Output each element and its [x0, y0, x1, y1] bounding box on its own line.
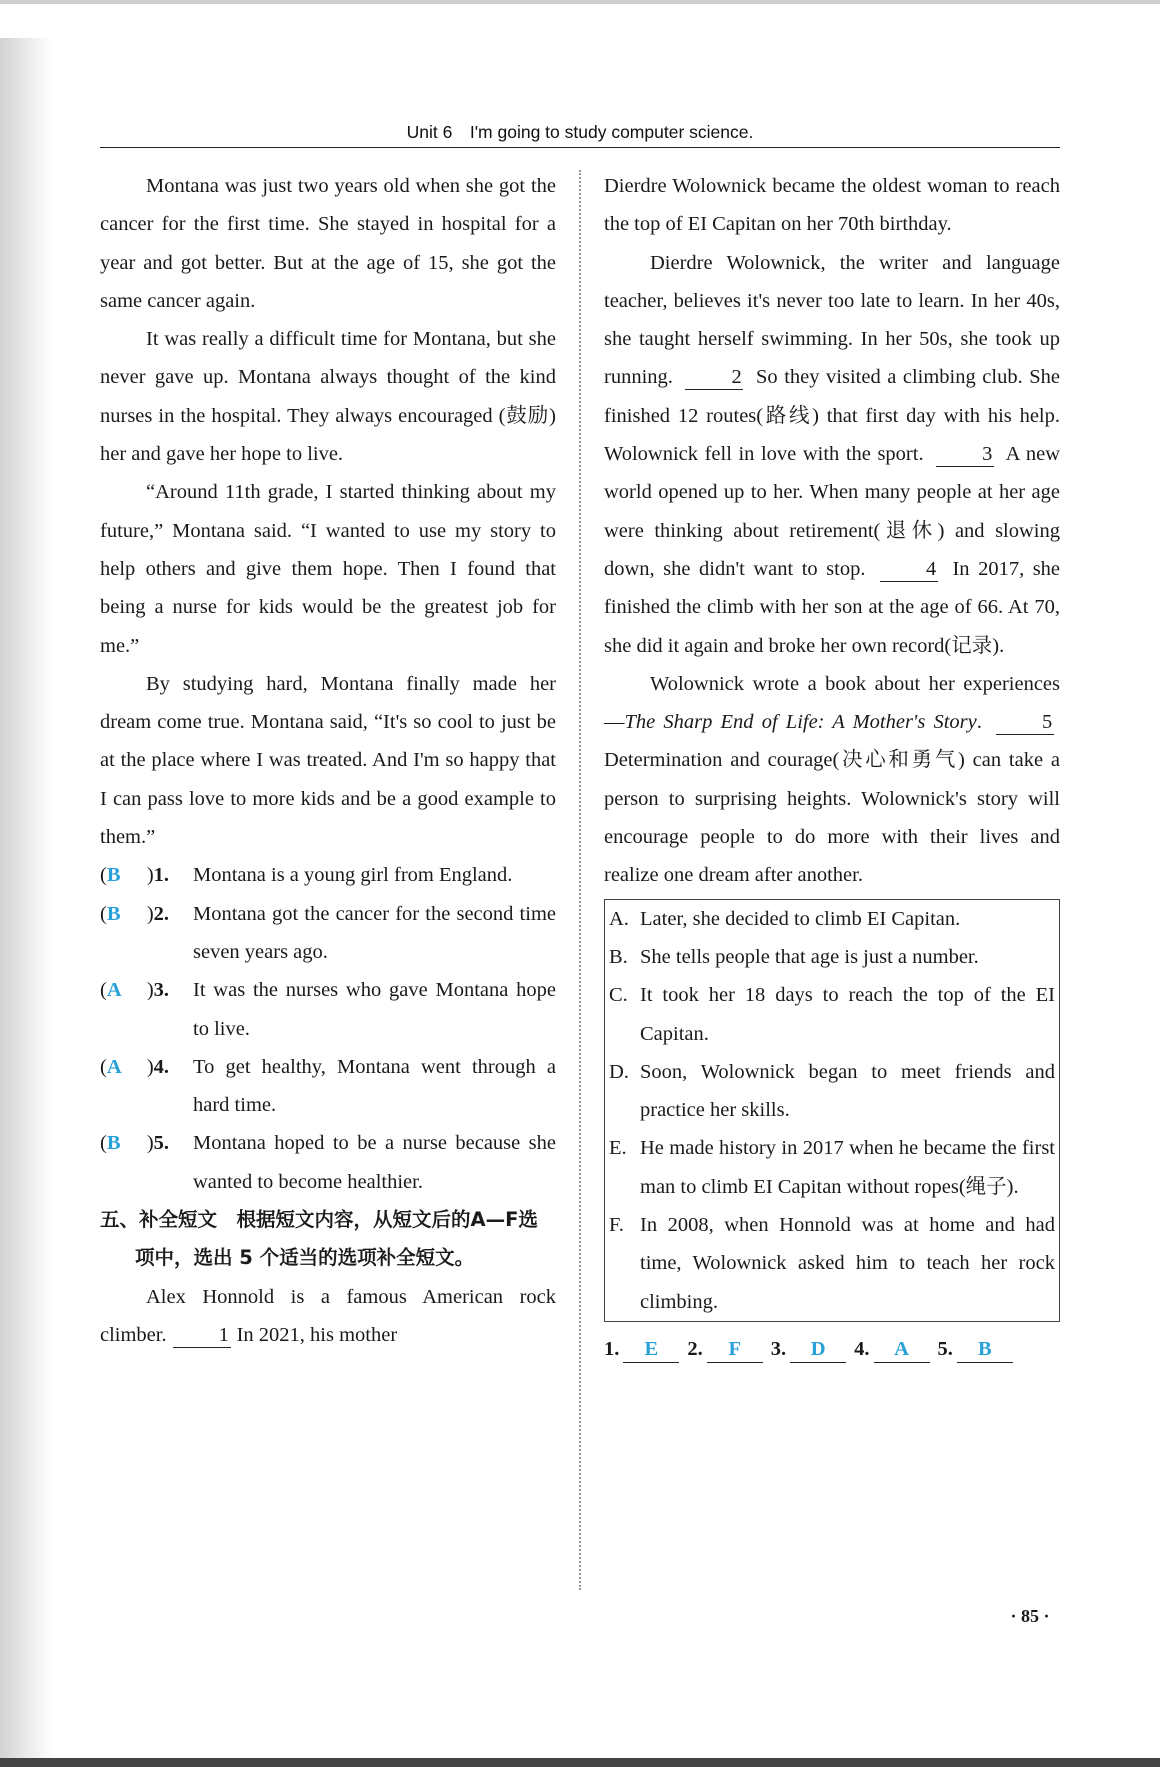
question-5: (B )5. Montana hoped to be a nurse because she wanted to become healthier. [100, 1124, 556, 1201]
answer-2: B [106, 902, 121, 925]
question-text: Montana got the cancer for the second time seven years ago. [193, 902, 556, 963]
paragraph: Dierdre Wolownick, the writer and language teacher, believes it's never too late to learn. In her 40s, she taught herself swimming. In her 50s, she took up running. 2 So they visited a climbing club. She finished 12 routes(路线) that first day with his help. Wolownick fell in love with the sport. 3 A new world opened up to her. When many people at her age were thinking about retirement(退休) and slowing down, she didn't want to stop. 4 In 2017, she finished the climb with her son at the age of 66. At 70, she did it again and broke her own record(记录). [604, 251, 1061, 657]
question-2: (B )2. Montana got the cancer for the second time seven years ago. [100, 895, 556, 972]
paragraph: It was really a difficult time for Montana, but she never gave up. Montana always thought of the kind nurses in the hospital. They always encouraged (鼓励) her and gave her hope to live. [100, 328, 556, 466]
option-d: D. Soon, Wolownick began to meet friends and practice her skills. [609, 1060, 1055, 1122]
question-text: To get healthy, Montana went through a hard time. [193, 1055, 556, 1117]
section-title: 五、补全短文 根据短文内容，从短文后的A—F选项中，选出 5 个适当的选项补全短文。 [100, 1208, 538, 1270]
answer-item: 4. A [854, 1330, 937, 1368]
question-1: (B )1. Montana is a young girl from England. [100, 856, 556, 894]
paragraph: “Around 11th grade, I started thinking about my future,” Montana said. “I wanted to use my story to help others and give them hope. Then I found that being a nurse for kids would be the greatest job for me.” [100, 481, 556, 657]
blank-3: 3 [936, 442, 994, 467]
page-shadow [0, 38, 52, 1758]
option-e: E. He made history in 2017 when he became the first man to climb EI Capitan without ropes(绳子). [609, 1137, 1055, 1198]
bottom-edge [0, 1758, 1160, 1767]
answer-item: 2. F [687, 1330, 770, 1368]
option-a: A. Later, she decided to climb EI Capitan. [609, 907, 961, 930]
book-title: The Sharp End of Life: A Mother's Story [624, 711, 977, 734]
answer-item: 5. B [938, 1330, 1021, 1368]
question-text: It was the nurses who gave Montana hope to live. [193, 979, 556, 1040]
options-box [604, 899, 1060, 1322]
option-c: C. It took her 18 days to reach the top of the EI Capitan. [609, 984, 1055, 1045]
answer-item: 1. E [604, 1330, 687, 1368]
blank-4: 4 [880, 557, 938, 582]
blank-1: 1 [173, 1323, 231, 1348]
question-4: (A )4. To get healthy, Montana went through a hard time. [100, 1048, 556, 1125]
column-divider [579, 170, 581, 1590]
page-number: · 85 · [1010, 1606, 1050, 1626]
blank-5: 5 [996, 710, 1054, 735]
paragraph: Wolownick wrote a book about her experiences—The Sharp End of Life: A Mother's Story. 5 Determination and courage(决心和勇气) can take a person to surprising heights. Wolownick's story will encourage people to do more with their lives and realize one dream after another. [604, 672, 1060, 887]
question-text: Montana is a young girl from England. [193, 864, 513, 887]
answer-blank-2: F [707, 1336, 763, 1363]
answer-1: B [106, 864, 121, 887]
answer-blank-1: E [623, 1336, 679, 1363]
option-f: F. In 2008, when Honnold was at home and had time, Wolownick asked him to teach her rock climbing. [609, 1214, 1055, 1313]
answer-4: A [106, 1055, 122, 1078]
answer-blank-5: B [957, 1336, 1013, 1363]
paragraph: Montana was just two years old when she got the cancer for the first time. She stayed in hospital for a year and got better. But at the age of 15, she got the same cancer again. [100, 175, 556, 312]
page-header: Unit 6 I'm going to study computer science. [100, 121, 1060, 148]
passage-start: Alex Honnold is a famous American rock climber. 1 In 2021, his mother [100, 1285, 556, 1346]
paragraph: Dierdre Wolownick became the oldest woman to reach the top of EI Capitan on her 70th birthday. [604, 175, 1060, 236]
answer-5: B [106, 1132, 121, 1155]
answer-3: A [106, 979, 122, 1002]
right-column [604, 167, 1060, 1368]
answer-blank-3: D [790, 1336, 846, 1363]
question-3: (A )3. It was the nurses who gave Montana hope to live. [100, 971, 556, 1048]
option-b: B. She tells people that age is just a number. [609, 945, 979, 968]
top-edge [0, 0, 1160, 4]
answer-row [604, 1330, 1060, 1368]
blank-2: 2 [685, 365, 743, 390]
left-column [100, 167, 556, 1354]
paragraph: By studying hard, Montana finally made her dream come true. Montana said, “It's so cool to just be at the place where I was treated. And I'm so happy that I can pass love to more kids and be a good example to them.” [100, 672, 556, 849]
answer-blank-4: A [874, 1336, 930, 1363]
answer-item: 3. D [771, 1330, 854, 1368]
question-text: Montana hoped to be a nurse because she wanted to become healthier. [193, 1132, 556, 1193]
